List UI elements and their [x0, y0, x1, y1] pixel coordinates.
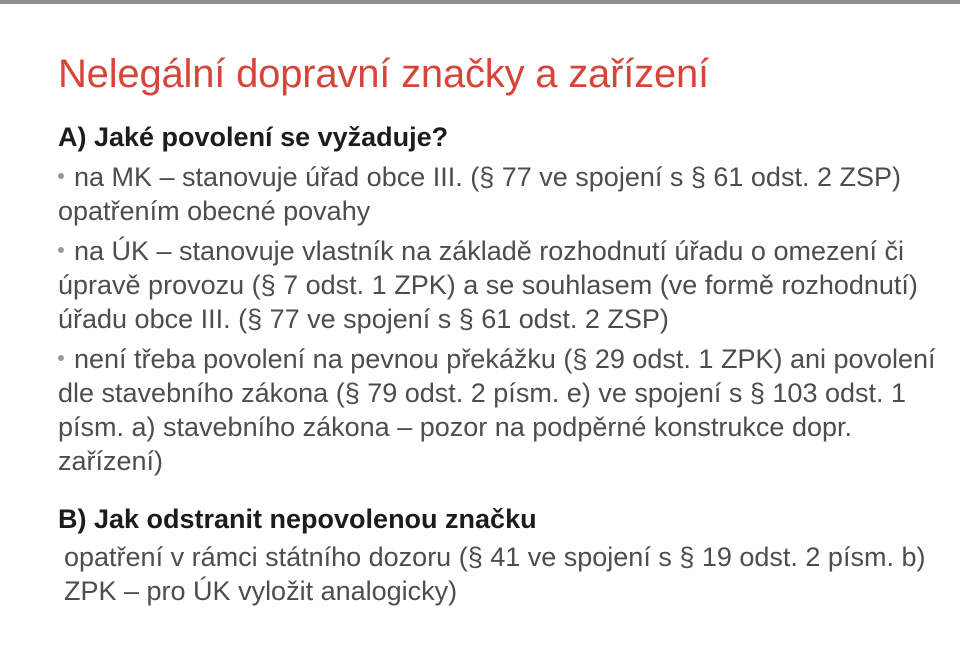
- bullet-icon: [58, 247, 64, 253]
- bullet-icon: [58, 173, 64, 179]
- top-divider: [0, 0, 960, 4]
- section-b-text: opatření v rámci státního dozoru (§ 41 ve spojení s § 19 odst. 2 písm. b) ZPK – pro ÚK vyložit analogicky): [64, 542, 926, 606]
- bullet-icon: [58, 355, 64, 361]
- list-item: [58, 342, 938, 478]
- section-a-bullet-list: [58, 160, 938, 478]
- slide-title: Nelegální dopravní značky a zařízení: [58, 52, 709, 96]
- section-b-heading: B) Jak odstranit nepovolenou značku: [58, 504, 537, 534]
- bullet-text: na MK – stanovuje úřad obce III. (§ 77 ve spojení s § 61 odst. 2 ZSP) opatřením obecné povahy: [58, 162, 901, 226]
- list-item: [58, 160, 938, 228]
- list-item: [58, 234, 938, 336]
- bullet-text: na ÚK – stanovuje vlastník na základě rozhodnutí úřadu o omezení či úpravě provozu (§ 7 odst. 1 ZPK) a se souhlasem (ve formě rozhodnutí) úřadu obce III. (§ 77 ve spojení s § 61 odst. 2 ZSP): [58, 236, 918, 334]
- slide-body: [58, 120, 938, 608]
- bullet-text: není třeba povolení na pevnou překážku (§ 29 odst. 1 ZPK) ani povolení dle stavebního zákona (§ 79 odst. 2 písm. e) ve spojení s § 103 odst. 1 písm. a) stavebního zákona – pozor na podpěrné konstrukce dopr. zařízení): [58, 344, 936, 476]
- section-a-heading: A) Jaké povolení se vyžaduje?: [58, 122, 449, 152]
